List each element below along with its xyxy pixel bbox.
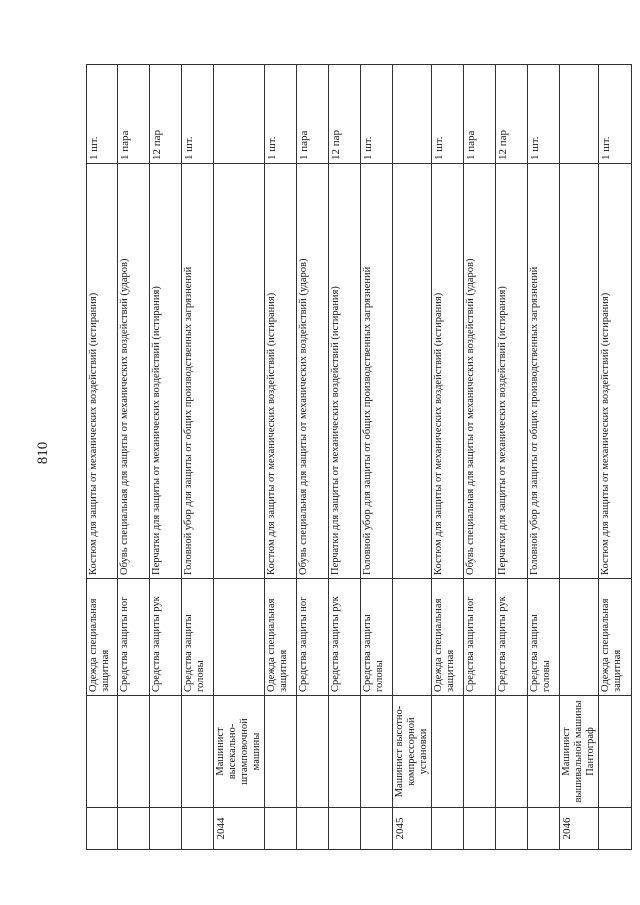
ppe-name-cell: Обувь специальная для защиты от механических воздействий (ударов) bbox=[464, 164, 496, 579]
row-number-cell bbox=[87, 808, 118, 850]
table-row bbox=[496, 65, 528, 850]
quantity-cell: 1 шт. bbox=[87, 65, 118, 164]
rotated-table-area bbox=[86, 65, 623, 850]
table-row bbox=[432, 65, 464, 850]
job-title-cell bbox=[528, 696, 560, 808]
job-title-cell bbox=[464, 696, 496, 808]
table-row bbox=[297, 65, 329, 850]
quantity-cell: 1 пара bbox=[464, 65, 496, 164]
row-number-cell bbox=[118, 808, 150, 850]
job-title-cell bbox=[599, 696, 632, 808]
table-row bbox=[361, 65, 393, 850]
quantity-cell: 1 шт. bbox=[182, 65, 214, 164]
quantity-cell: 1 пара bbox=[297, 65, 329, 164]
ppe-type-cell: Средства защиты рук bbox=[329, 579, 361, 696]
quantity-cell bbox=[560, 65, 599, 164]
job-title-cell: Машинист высекально-штамповочной машины bbox=[214, 696, 265, 808]
row-number-cell bbox=[432, 808, 464, 850]
ppe-name-cell: Головной убор для защиты от общих производственных загрязнений bbox=[182, 164, 214, 579]
quantity-cell: 1 шт. bbox=[528, 65, 560, 164]
row-number-cell bbox=[599, 808, 632, 850]
table-row bbox=[265, 65, 297, 850]
ppe-name-cell: Обувь специальная для защиты от механических воздействий (ударов) bbox=[297, 164, 329, 579]
ppe-type-cell bbox=[560, 579, 599, 696]
ppe-name-cell: Перчатки для защиты от механических воздействий (истирания) bbox=[496, 164, 528, 579]
row-number-cell bbox=[464, 808, 496, 850]
ppe-type-cell: Средства защиты ног bbox=[464, 579, 496, 696]
job-title-cell bbox=[182, 696, 214, 808]
row-number-cell bbox=[265, 808, 297, 850]
ppe-type-cell: Одежда специальная защитная bbox=[599, 579, 632, 696]
row-number-cell bbox=[361, 808, 393, 850]
ppe-name-cell bbox=[214, 164, 265, 579]
ppe-name-cell: Костюм для защиты от механических воздействий (истирания) bbox=[432, 164, 464, 579]
ppe-type-cell: Средства защиты головы bbox=[361, 579, 393, 696]
ppe-type-cell: Средства защиты головы bbox=[528, 579, 560, 696]
job-title-cell bbox=[297, 696, 329, 808]
job-title-cell bbox=[361, 696, 393, 808]
ppe-type-cell: Средства защиты ног bbox=[297, 579, 329, 696]
quantity-cell: 1 шт. bbox=[265, 65, 297, 164]
table-row bbox=[560, 65, 599, 850]
ppe-type-cell: Средства защиты ног bbox=[118, 579, 150, 696]
ppe-name-cell: Обувь специальная для защиты от механических воздействий (ударов) bbox=[118, 164, 150, 579]
row-number-cell bbox=[496, 808, 528, 850]
job-title-cell bbox=[432, 696, 464, 808]
job-title-cell: Машинист высотно-компрессорной установки bbox=[393, 696, 432, 808]
table-row bbox=[599, 65, 632, 850]
ppe-name-cell: Головной убор для защиты от общих производственных загрязнений bbox=[528, 164, 560, 579]
quantity-cell: 12 пар bbox=[150, 65, 182, 164]
quantity-cell: 1 шт. bbox=[432, 65, 464, 164]
table-row bbox=[87, 65, 118, 850]
ppe-name-cell: Головной убор для защиты от общих производственных загрязнений bbox=[361, 164, 393, 579]
ppe-type-cell bbox=[393, 579, 432, 696]
ppe-name-cell bbox=[393, 164, 432, 579]
quantity-cell bbox=[214, 65, 265, 164]
table-row bbox=[393, 65, 432, 850]
ppe-name-cell: Перчатки для защиты от механических воздействий (истирания) bbox=[329, 164, 361, 579]
quantity-cell: 12 пар bbox=[496, 65, 528, 164]
ppe-type-cell: Одежда специальная защитная bbox=[432, 579, 464, 696]
ppe-type-cell: Средства защиты рук bbox=[496, 579, 528, 696]
row-number-cell: 2045 bbox=[393, 808, 432, 850]
table-row bbox=[528, 65, 560, 850]
table-row bbox=[214, 65, 265, 850]
quantity-cell bbox=[393, 65, 432, 164]
quantity-cell: 1 пара bbox=[118, 65, 150, 164]
ppe-type-cell bbox=[214, 579, 265, 696]
table-row bbox=[182, 65, 214, 850]
ppe-norms-table bbox=[86, 64, 632, 850]
table-body bbox=[87, 65, 632, 850]
ppe-name-cell: Перчатки для защиты от механических воздействий (истирания) bbox=[150, 164, 182, 579]
table-row bbox=[329, 65, 361, 850]
ppe-name-cell: Костюм для защиты от механических воздействий (истирания) bbox=[265, 164, 297, 579]
row-number-cell bbox=[528, 808, 560, 850]
ppe-type-cell: Одежда специальная защитная bbox=[265, 579, 297, 696]
quantity-cell: 1 шт. bbox=[599, 65, 632, 164]
ppe-type-cell: Одежда специальная защитная bbox=[87, 579, 118, 696]
job-title-cell: Машинист вышивальной машины Пантограф bbox=[560, 696, 599, 808]
job-title-cell bbox=[496, 696, 528, 808]
ppe-name-cell bbox=[560, 164, 599, 579]
quantity-cell: 1 шт. bbox=[361, 65, 393, 164]
ppe-name-cell: Костюм для защиты от механических воздействий (истирания) bbox=[87, 164, 118, 579]
ppe-type-cell: Средства защиты рук bbox=[150, 579, 182, 696]
ppe-name-cell: Костюм для защиты от механических воздействий (истирания) bbox=[599, 164, 632, 579]
row-number-cell: 2046 bbox=[560, 808, 599, 850]
job-title-cell bbox=[265, 696, 297, 808]
row-number-cell bbox=[182, 808, 214, 850]
job-title-cell bbox=[118, 696, 150, 808]
page-number: 810 bbox=[35, 441, 51, 465]
quantity-cell: 12 пар bbox=[329, 65, 361, 164]
row-number-cell bbox=[150, 808, 182, 850]
ppe-type-cell: Средства защиты головы bbox=[182, 579, 214, 696]
row-number-cell bbox=[329, 808, 361, 850]
job-title-cell bbox=[87, 696, 118, 808]
row-number-cell: 2044 bbox=[214, 808, 265, 850]
table-row bbox=[150, 65, 182, 850]
job-title-cell bbox=[329, 696, 361, 808]
row-number-cell bbox=[297, 808, 329, 850]
job-title-cell bbox=[150, 696, 182, 808]
table-row bbox=[118, 65, 150, 850]
table-row bbox=[464, 65, 496, 850]
